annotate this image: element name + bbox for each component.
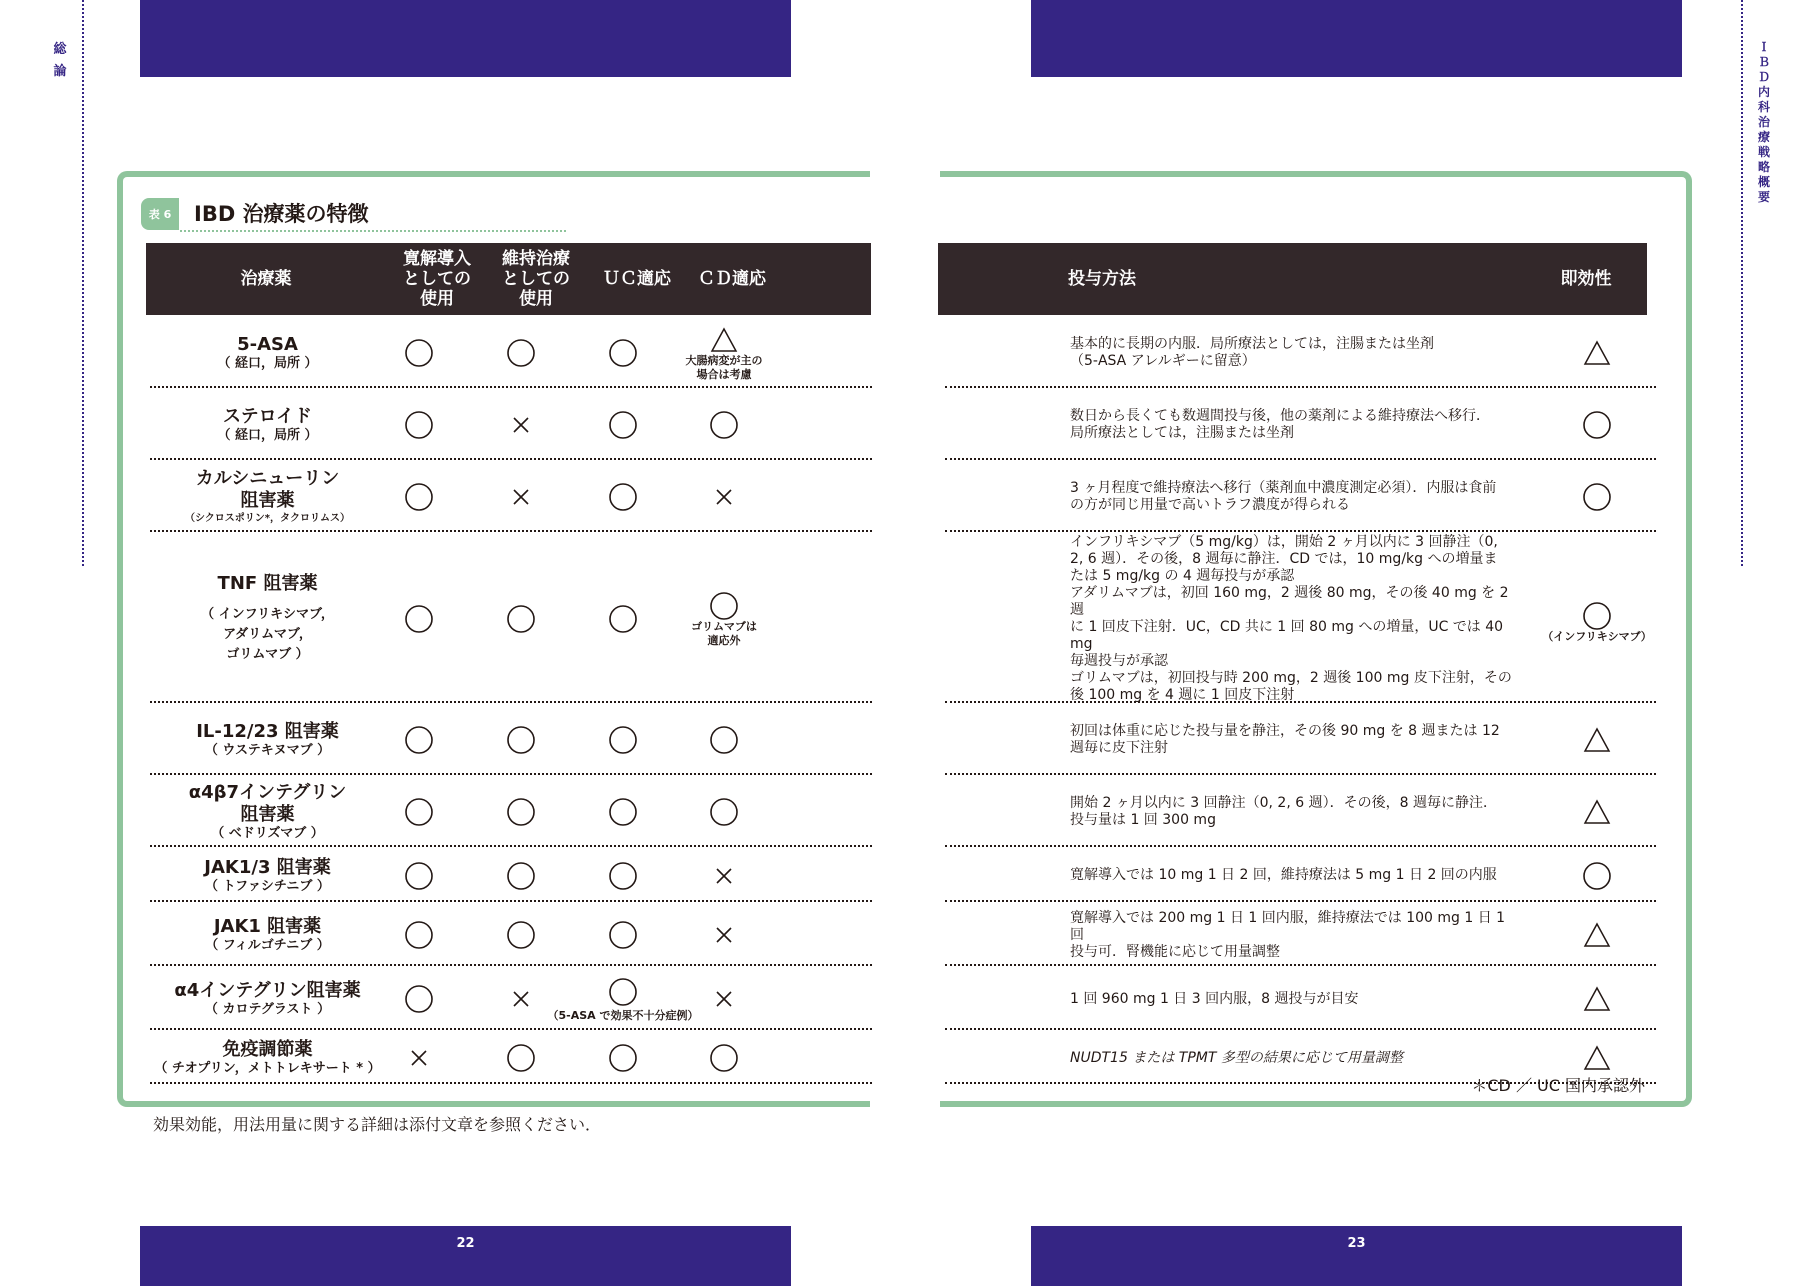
method-text-line: 投与可．腎機能に応じて用量調整	[1070, 943, 1280, 960]
induction-cell	[364, 704, 474, 776]
method-text-line: 寛解導入では 200 mg 1 日 1 回内服，維持療法では 100 mg 1 日 1 回	[1070, 909, 1506, 943]
cd-note-line: 大腸病変が主の	[685, 354, 763, 367]
method-cell	[1070, 461, 1520, 533]
circle-mark	[601, 475, 645, 519]
method-text-line: インフリキシマブ（5 mg/kg）は，開始 2 ヶ月以内に 3 回静注（0,	[1070, 533, 1498, 550]
right-page-number: 23	[1347, 1236, 1366, 1251]
circle-mark	[601, 970, 645, 1014]
method-cell	[1070, 389, 1520, 461]
uc-cell	[568, 317, 678, 389]
cross-mark	[397, 1036, 441, 1080]
uc-cell	[568, 533, 678, 704]
drug-subtitle: アダリムマブ，	[223, 626, 312, 642]
method-text-line: 基本的に長期の内服．局所療法としては，注腸または坐剤	[1070, 336, 1434, 352]
drug-name: TNF 阻害薬	[217, 572, 318, 594]
circle-mark	[601, 790, 645, 834]
method-text-line: 2, 6 週）．その後，8 週毎に静注．CD では，10 mg/kg への増量ま	[1070, 550, 1498, 567]
uc-cell	[568, 704, 678, 776]
drug-name: ステロイド	[222, 406, 313, 427]
method-cell	[1070, 903, 1520, 967]
circle-mark	[397, 331, 441, 375]
method-text-line: たは 5 mg/kg の 4 週毎投与が承認	[1070, 567, 1295, 584]
method-text-line: 週毎に皮下注射	[1070, 740, 1168, 756]
drug-cell	[146, 848, 389, 903]
circle-mark	[601, 1036, 645, 1080]
title-underline	[180, 230, 566, 232]
uc-cell	[568, 389, 678, 461]
circle-mark	[601, 854, 645, 898]
circle-mark	[397, 790, 441, 834]
header-method: 投与方法	[1068, 269, 1136, 289]
circle-mark	[1575, 475, 1619, 519]
maintenance-cell	[466, 389, 576, 461]
triangle-mark	[1575, 331, 1619, 375]
onset-cell	[1527, 317, 1667, 389]
cd-note-line: 場合は考慮	[696, 368, 752, 381]
drug-cell	[146, 461, 389, 533]
method-text-line: 局所療法としては，注腸または坐剤	[1070, 425, 1294, 441]
method-text-line: アダリムマブは，初回 160 mg，2 週後 80 mg，その後 40 mg を 2 週	[1070, 584, 1509, 618]
method-text-line: 初回は体重に応じた投与量を静注，その後 90 mg を 8 週または 12	[1070, 723, 1500, 739]
onset-cell	[1527, 533, 1667, 704]
induction-cell	[364, 903, 474, 967]
drug-subtitle: （ インフリキシマブ，	[201, 606, 334, 622]
header-maintenance: 維持治療 としての 使用	[502, 249, 570, 309]
method-text-line: 毎週投与が承認	[1070, 652, 1168, 669]
induction-cell	[364, 533, 474, 704]
drug-name: カルシニューリン	[195, 468, 340, 489]
cd-cell	[669, 533, 779, 704]
method-text-line: 数日から長くても数週間投与後，他の薬剤による維持療法へ移行．	[1070, 408, 1490, 424]
triangle-mark	[1575, 977, 1619, 1021]
left-page-number: 22	[456, 1236, 475, 1251]
cd-cell	[669, 704, 779, 776]
drug-subtitle: （ フィルゴチニブ ）	[205, 938, 330, 953]
method-text	[1070, 910, 1520, 961]
induction-cell	[364, 776, 474, 848]
circle-mark	[397, 854, 441, 898]
method-text-line: 開始 2 ヶ月以内に 3 回静注（0, 2, 6 週）．その後，8 週毎に静注．	[1070, 795, 1497, 811]
method-text-line: 投与量は 1 回 300 mg	[1070, 812, 1216, 828]
uc-cell	[568, 848, 678, 903]
triangle-mark	[1575, 790, 1619, 834]
header-uc: ＵＣ適応	[603, 269, 671, 289]
drug-cell	[146, 776, 389, 848]
left-margin-rule	[82, 0, 84, 566]
drug-subtitle: （ 経口，局所 ）	[217, 428, 318, 443]
circle-mark	[499, 718, 543, 762]
maintenance-cell	[466, 533, 576, 704]
onset-cell	[1527, 967, 1667, 1031]
right-top-band	[1031, 0, 1682, 77]
left-bottom-band	[140, 1226, 791, 1286]
circle-mark	[601, 913, 645, 957]
cd-cell	[669, 903, 779, 967]
maintenance-cell	[466, 1031, 576, 1085]
table-header-left	[146, 243, 871, 315]
circle-mark	[601, 718, 645, 762]
cross-mark	[702, 913, 746, 957]
method-text	[1070, 723, 1520, 757]
drug-subtitle: （ 経口，局所 ）	[217, 356, 318, 371]
method-text	[1070, 795, 1520, 829]
drug-subtitle: （ ウステキヌマブ ）	[204, 743, 331, 758]
drug-name: α4β7インテグリン	[188, 782, 347, 803]
method-text	[1070, 1050, 1520, 1067]
method-text	[1070, 991, 1520, 1008]
uc-cell	[568, 461, 678, 533]
circle-mark	[499, 913, 543, 957]
cross-mark	[702, 854, 746, 898]
drug-cell	[146, 317, 389, 389]
onset-cell	[1527, 389, 1667, 461]
circle-mark	[601, 403, 645, 447]
method-text-line: の方が同じ用量で高いトラフ濃度が得られる	[1070, 497, 1350, 513]
drug-subtitle: （ カロテグラスト ）	[204, 1002, 331, 1017]
header-induction: 寛解導入 としての 使用	[403, 249, 471, 309]
method-cell	[1070, 1031, 1520, 1085]
drug-cell	[146, 704, 389, 776]
uc-cell	[568, 1031, 678, 1085]
drug-name: IL-12/23 阻害薬	[196, 721, 339, 742]
circle-mark	[397, 403, 441, 447]
cross-mark	[499, 475, 543, 519]
drug-cell	[146, 533, 389, 704]
cd-note	[686, 354, 763, 382]
method-text-line: NUDT15 または TPMT 多型の結果に応じて用量調整	[1070, 1049, 1403, 1066]
drug-name: 免疫調節薬	[222, 1039, 313, 1060]
drug-name: 5-ASA	[237, 334, 298, 355]
onset-cell	[1527, 461, 1667, 533]
circle-mark	[397, 597, 441, 641]
induction-cell	[364, 317, 474, 389]
drug-note: （シクロスポリン*，タクロリムス）	[184, 513, 351, 524]
circle-mark	[601, 597, 645, 641]
circle-mark	[397, 913, 441, 957]
method-cell	[1070, 704, 1520, 776]
uc-note: （5-ASA で効果不十分症例）	[547, 1009, 699, 1022]
onset-cell	[1527, 776, 1667, 848]
method-text	[1070, 480, 1520, 514]
method-text-line: 1 回 960 mg 1 日 3 回内服，8 週投与が目安	[1070, 990, 1359, 1007]
drug-subtitle: （ チオプリン，メトトレキサート * ）	[154, 1061, 381, 1076]
header-drug: 治療薬	[240, 269, 292, 289]
induction-cell	[364, 461, 474, 533]
legal-note: ＊CD ／ UC 国内承認外	[1471, 1076, 1645, 1095]
drug-cell	[146, 967, 389, 1031]
cd-note-line: 適応外	[707, 633, 741, 647]
maintenance-cell	[466, 903, 576, 967]
drug-name: α4インテグリン阻害薬	[174, 980, 361, 1001]
table-header-right	[938, 243, 1647, 315]
triangle-mark	[1575, 913, 1619, 957]
drug-subtitle: （ トファシチニブ ）	[205, 878, 330, 894]
circle-mark	[702, 790, 746, 834]
induction-cell	[364, 848, 474, 903]
uc-cell	[568, 903, 678, 967]
method-text-line: に 1 回皮下注射．UC，CD 共に 1 回 80 mg への増量，UC では 40 mg	[1070, 618, 1504, 652]
method-text-line: 寛解導入では 10 mg 1 日 2 回，維持療法は 5 mg 1 日 2 回の内服	[1070, 867, 1497, 883]
cd-note-line: ゴリムマブは	[691, 619, 757, 633]
cd-cell	[669, 461, 779, 533]
method-text-line: ゴリムマブは，初回投与時 200 mg，2 週後 100 mg 皮下注射，その	[1070, 669, 1512, 686]
right-bottom-band	[1031, 1226, 1682, 1286]
table-footnote: 効果効能，用法用量に関する詳細は添付文章を参照ください．	[153, 1115, 602, 1134]
onset-cell	[1527, 704, 1667, 776]
circle-mark	[499, 854, 543, 898]
left-side-label: 総 論	[53, 42, 67, 79]
cross-mark	[499, 403, 543, 447]
maintenance-cell	[466, 461, 576, 533]
circle-mark	[397, 977, 441, 1021]
drug-subtitle: （ ベドリズマブ ）	[211, 826, 324, 841]
maintenance-cell	[466, 704, 576, 776]
maintenance-cell	[466, 317, 576, 389]
maintenance-cell	[466, 848, 576, 903]
cd-cell	[669, 967, 779, 1031]
cd-cell	[669, 848, 779, 903]
method-text-line: 後 100 mg を 4 週に 1 回皮下注射	[1070, 686, 1295, 703]
method-text	[1070, 408, 1520, 442]
drug-cell	[146, 1031, 389, 1085]
circle-mark	[1575, 403, 1619, 447]
cross-mark	[702, 475, 746, 519]
circle-mark	[601, 331, 645, 375]
triangle-mark	[1575, 718, 1619, 762]
drug-subtitle: ゴリムマブ ）	[226, 646, 309, 662]
onset-cell	[1527, 903, 1667, 967]
cd-cell	[669, 1031, 779, 1085]
maintenance-cell	[466, 776, 576, 848]
drug-cell	[146, 389, 389, 461]
circle-mark	[499, 331, 543, 375]
circle-mark	[702, 403, 746, 447]
header-cd: ＣＤ適応	[698, 269, 766, 289]
cd-cell	[669, 776, 779, 848]
table-title: IBD 治療薬の特徴	[194, 202, 369, 226]
method-cell	[1070, 317, 1520, 389]
onset-cell	[1527, 848, 1667, 903]
drug-name: 阻害薬	[240, 804, 295, 825]
circle-mark	[702, 718, 746, 762]
left-top-band	[140, 0, 791, 77]
method-cell	[1070, 967, 1520, 1031]
method-text	[1070, 867, 1520, 884]
circle-mark	[702, 1036, 746, 1080]
drug-name: JAK1/3 阻害薬	[204, 856, 331, 878]
induction-cell	[364, 967, 474, 1031]
header-onset: 即効性	[1560, 269, 1612, 289]
table-number-tag: 表 6	[141, 198, 179, 230]
circle-mark	[397, 475, 441, 519]
circle-mark	[499, 1036, 543, 1080]
uc-cell	[568, 776, 678, 848]
onset-note: （インフリキシマブ）	[1542, 629, 1652, 643]
drug-name: JAK1 阻害薬	[213, 916, 322, 937]
method-text-line: （5-ASA アレルギーに留意）	[1070, 353, 1256, 369]
right-margin-rule	[1741, 0, 1743, 566]
circle-mark	[499, 790, 543, 834]
circle-mark	[499, 597, 543, 641]
drug-cell	[146, 903, 389, 967]
cd-cell	[669, 389, 779, 461]
method-cell	[1070, 776, 1520, 848]
induction-cell	[364, 1031, 474, 1085]
method-text	[1070, 336, 1520, 370]
cd-cell	[669, 317, 779, 389]
method-cell	[1070, 533, 1520, 704]
method-cell	[1070, 848, 1520, 903]
right-side-label: Ｉ Ｂ Ｄ 内 科 治 療 戦 略 概 要	[1757, 40, 1770, 204]
drug-name: 阻害薬	[240, 490, 295, 511]
induction-cell	[364, 389, 474, 461]
method-text	[1070, 534, 1520, 704]
cross-mark	[702, 977, 746, 1021]
circle-mark	[1575, 854, 1619, 898]
circle-mark	[397, 718, 441, 762]
uc-cell	[547, 967, 699, 1031]
method-text-line: 3 ヶ月程度で維持療法へ移行（薬剤血中濃度測定必須）．内服は食前	[1070, 480, 1497, 496]
cd-note	[691, 620, 757, 648]
